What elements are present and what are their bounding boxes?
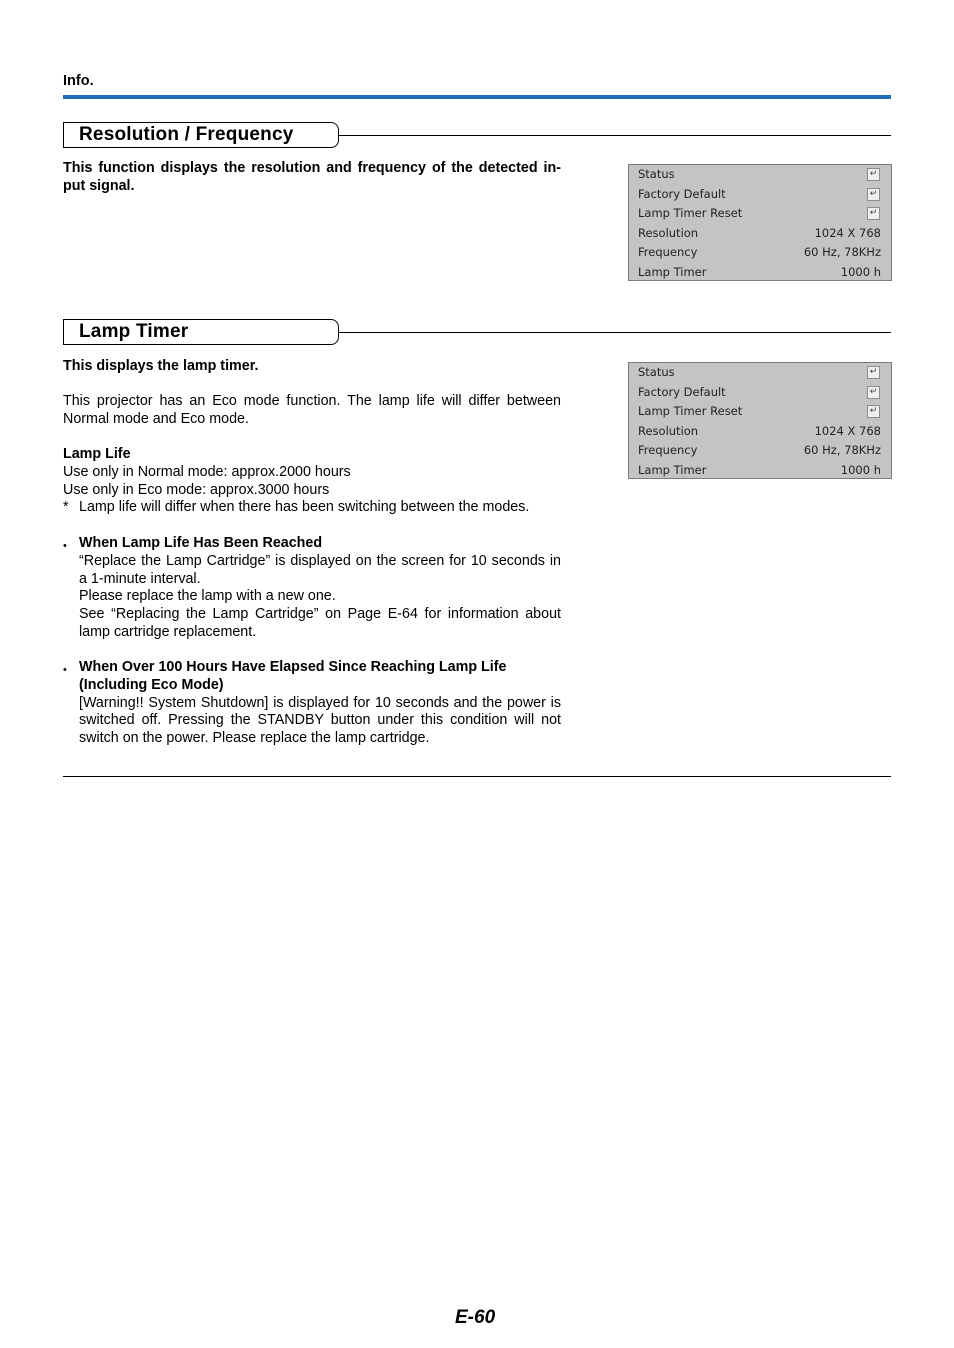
section-end-rule: [63, 776, 891, 777]
menu-row-status: [638, 165, 881, 185]
menu-value: 1024 X 768: [814, 225, 881, 240]
lamp-life-block: [63, 446, 561, 517]
resolution-intro: [63, 160, 561, 196]
bullet2-heading2: (Including Eco Mode): [79, 676, 224, 693]
menu-row-factory-default: [638, 383, 881, 403]
menu-row-frequency: [638, 441, 881, 461]
info-menu-screenshot-1: [628, 164, 892, 281]
section-heading-lamp-timer: [63, 319, 891, 345]
menu-value: 1000 h: [840, 462, 881, 477]
menu-row-lamp-timer-reset: [638, 204, 881, 224]
page-header-label: Info.: [63, 73, 94, 89]
menu-value: 1024 X 768: [814, 423, 881, 438]
menu-label: Factory Default: [638, 186, 726, 201]
bullet2-line2: switched off. Pressing the STANDBY button under this condition will not: [79, 712, 561, 729]
menu-label: Lamp Timer: [638, 264, 707, 279]
enter-icon: ↵: [867, 168, 880, 181]
menu-row-lamp-timer: [638, 263, 881, 283]
section-heading-resolution: [63, 122, 891, 148]
section-title-box: [63, 122, 339, 148]
enter-icon: ↵: [867, 405, 880, 418]
menu-value: 1000 h: [840, 264, 881, 279]
lamp-life-note: [63, 499, 561, 517]
enter-icon: ↵: [867, 386, 880, 399]
menu-label: Resolution: [638, 225, 699, 240]
menu-row-lamp-timer: [638, 461, 881, 481]
menu-row-lamp-timer-reset: [638, 402, 881, 422]
bullet-lamp-life-reached: [63, 535, 561, 642]
menu-value: 60 Hz, 78KHz: [803, 245, 881, 259]
enter-icon: ↵: [867, 366, 880, 379]
bullet1-line1: “Replace the Lamp Cartridge” is displayed on the screen for 10 seconds in: [79, 552, 561, 569]
section-title-box: [63, 319, 339, 345]
lamp-life-heading: Lamp Life: [63, 446, 131, 462]
lamp-life-eco: Use only in Eco mode: approx.3000 hours: [63, 481, 330, 498]
bullet1-line3: Please replace the lamp with a new one.: [79, 588, 336, 605]
menu-label: Resolution: [638, 423, 699, 438]
bullet-dot: •: [63, 664, 67, 676]
menu-label: Frequency: [638, 443, 698, 457]
menu-row-resolution: [638, 224, 881, 244]
bullet1-line5: lamp cartridge replacement.: [79, 623, 257, 640]
bullet-dot: •: [63, 540, 67, 552]
section-title: Lamp Timer: [79, 321, 189, 342]
menu-label: Status: [638, 365, 675, 379]
section-title: Resolution / Frequency: [79, 124, 294, 145]
menu-value: 60 Hz, 78KHz: [803, 443, 881, 457]
section-rule: [333, 135, 891, 136]
eco-line2: Normal mode and Eco mode.: [63, 410, 249, 427]
bullet2-line3: switch on the power. Please replace the lamp cartridge.: [79, 730, 430, 747]
bullet1-line4: See “Replacing the Lamp Cartridge” on Page E-64 for information about: [79, 606, 561, 623]
menu-row-factory-default: [638, 185, 881, 205]
enter-icon: ↵: [867, 188, 880, 201]
note-asterisk: *: [63, 499, 69, 516]
menu-label: Status: [638, 167, 675, 181]
menu-label: Frequency: [638, 245, 698, 259]
bullet1-line2: a 1-minute interval.: [79, 570, 201, 587]
lamp-timer-intro: This displays the lamp timer.: [63, 358, 259, 374]
menu-row-resolution: [638, 422, 881, 442]
menu-row-status: [638, 363, 881, 383]
bullet1-heading: When Lamp Life Has Been Reached: [79, 535, 323, 551]
bullet2-line1: [Warning!! System Shutdown] is displayed for 10 seconds and the power is: [79, 694, 561, 711]
menu-label: Lamp Timer Reset: [638, 404, 743, 418]
note-text: Lamp life will differ when there has been switching between the modes.: [79, 499, 530, 516]
section-rule: [333, 332, 891, 333]
bullet2-heading1: When Over 100 Hours Have Elapsed Since Reaching Lamp Life: [79, 659, 507, 675]
header-rule: [63, 95, 891, 99]
page-number: E-60: [455, 1307, 496, 1328]
eco-line1: This projector has an Eco mode function. The lamp life will differ between: [63, 393, 561, 409]
menu-row-frequency: [638, 243, 881, 263]
resolution-intro-line1: This function displays the resolution and frequency of the detected in-: [63, 160, 561, 176]
menu-label: Lamp Timer Reset: [638, 206, 743, 220]
menu-label: Lamp Timer: [638, 462, 707, 477]
eco-mode-paragraph: [63, 393, 561, 429]
info-menu-screenshot-2: [628, 362, 892, 479]
enter-icon: ↵: [867, 207, 880, 220]
menu-label: Factory Default: [638, 384, 726, 399]
bullet-over-100-hours: [63, 659, 561, 748]
lamp-life-normal: Use only in Normal mode: approx.2000 hours: [63, 463, 351, 480]
resolution-intro-line2: put signal.: [63, 177, 135, 194]
